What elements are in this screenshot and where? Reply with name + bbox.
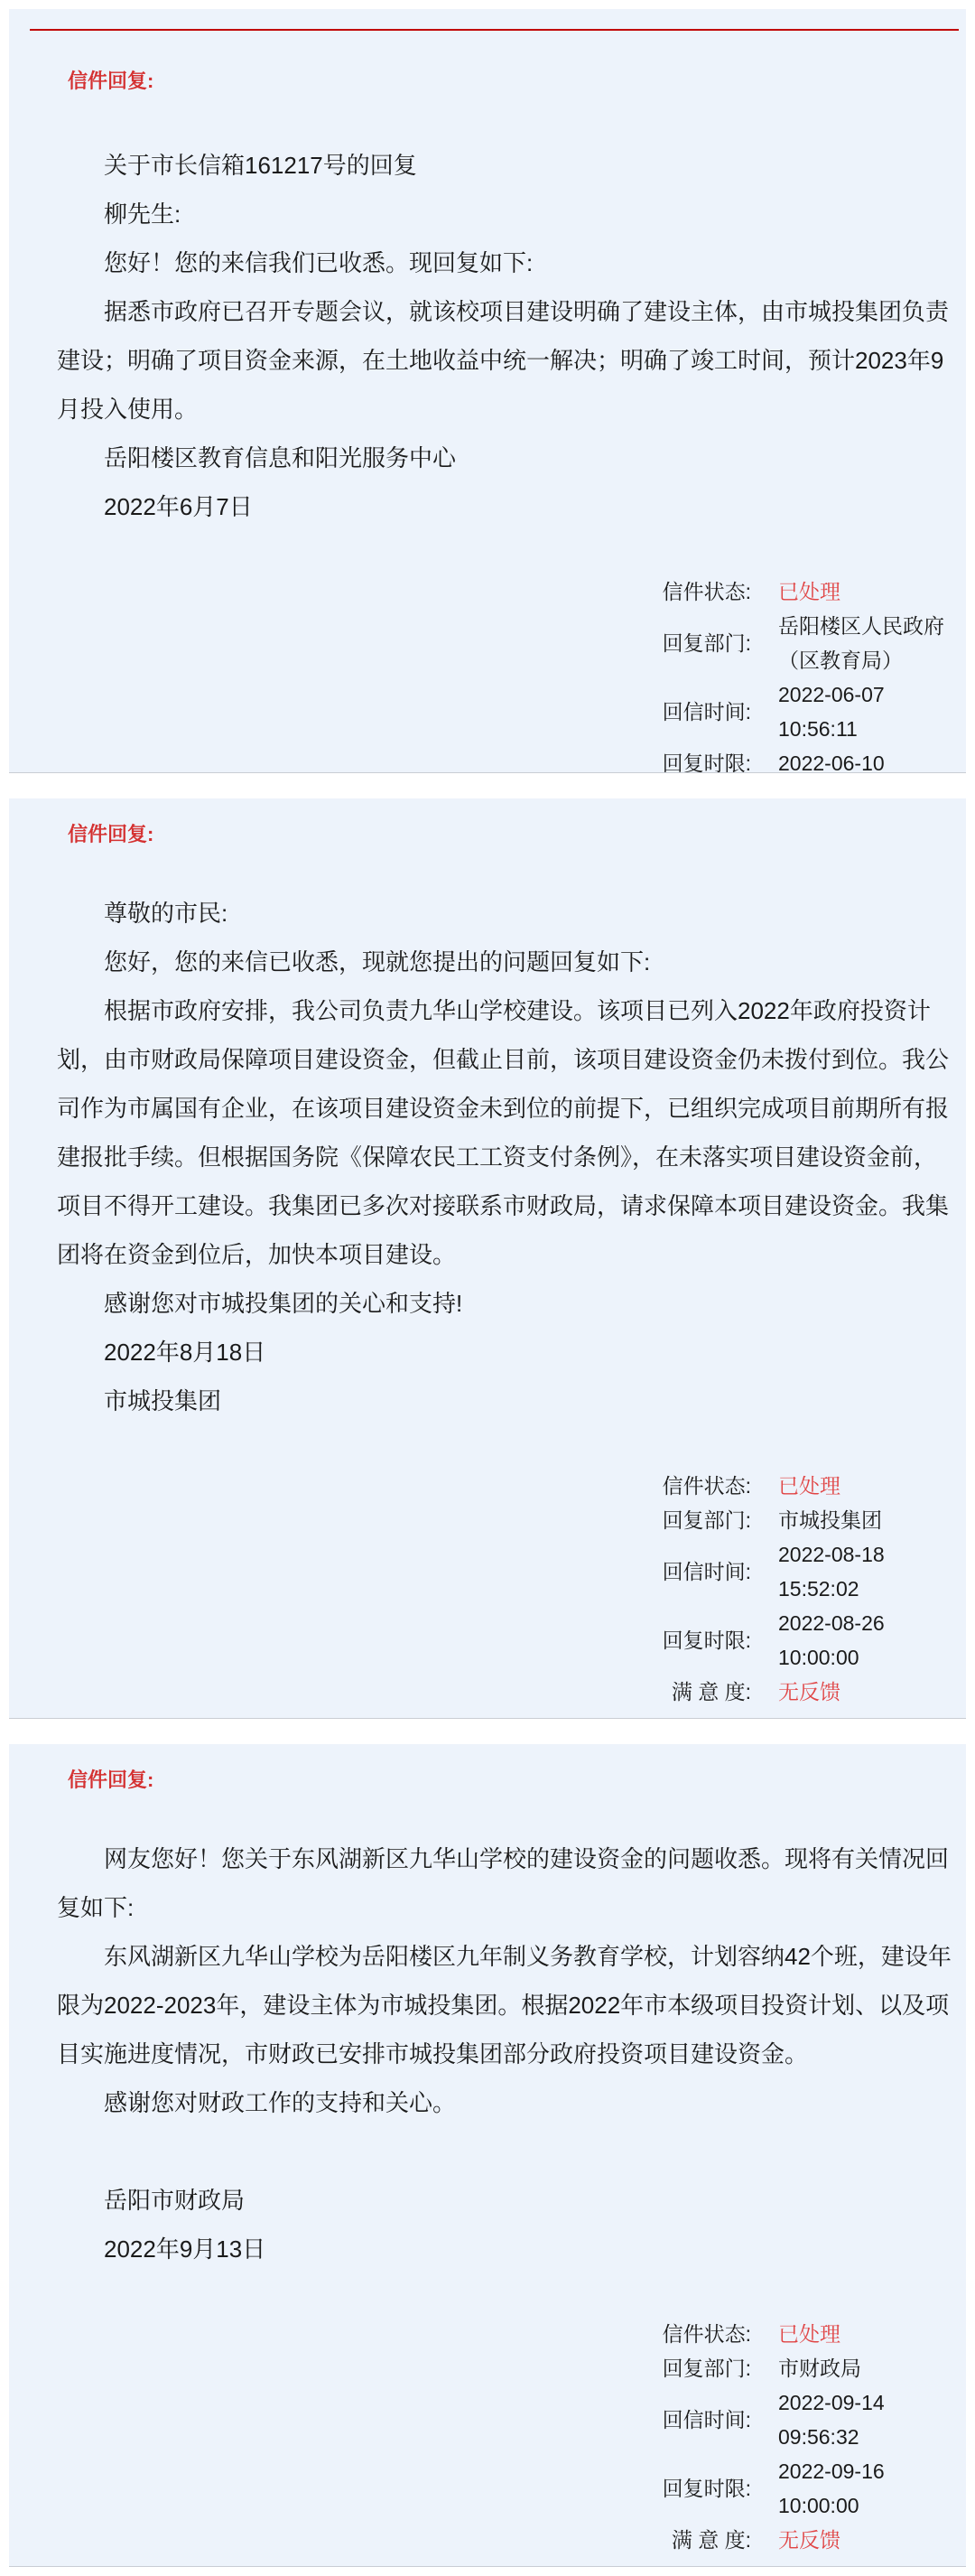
status-label: 信件状态: — [662, 1474, 751, 1498]
status-value-date: 2022-06-07 — [778, 683, 885, 706]
card-heading: 信件回复: — [68, 70, 154, 92]
letter-subject: 关于市长信箱161217号的回复 — [104, 152, 417, 179]
status-row-satisfaction — [650, 2523, 959, 2557]
status-value — [778, 2385, 959, 2454]
status-row-deadline — [650, 1606, 959, 1675]
status-value-time: 09:56:32 — [778, 2425, 859, 2449]
card-heading: 信件回复: — [68, 823, 154, 845]
status-label: 回复部门: — [662, 1508, 751, 1532]
status-label: 满 意 度: — [671, 1680, 751, 1703]
letter-paragraph: 感谢您对市城投集团的关心和支持! — [104, 1290, 463, 1317]
status-value-date: 2022-08-18 — [778, 1543, 885, 1566]
status-value — [778, 1606, 959, 1675]
letter-date: 2022年9月13日 — [104, 2235, 266, 2263]
reply-card-1 — [9, 9, 966, 773]
status-label: 回复部门: — [662, 2357, 751, 2380]
status-block — [57, 2317, 959, 2557]
status-value-date: 2022-09-16 — [778, 2459, 885, 2483]
status-value — [778, 677, 959, 746]
status-value: 市城投集团 — [778, 1508, 882, 1532]
letter-body — [57, 1834, 959, 2273]
status-row-deadline — [650, 2454, 959, 2523]
status-label: 回信时间: — [662, 2408, 751, 2431]
status-value: 无反馈 — [778, 2528, 840, 2552]
status-row-reply-time — [650, 1537, 959, 1606]
status-value — [778, 746, 959, 773]
status-row-state — [650, 574, 959, 609]
status-value-time: 10:56:11 — [778, 717, 858, 741]
letter-paragraph: 网友您好！您关于东风湖新区九华山学校的建设资金的问题收悉。现将有关情况回复如下: — [57, 1845, 950, 1921]
status-label: 回信时间: — [662, 1560, 751, 1583]
card-heading: 信件回复: — [68, 1769, 154, 1791]
letter-body — [57, 889, 959, 1425]
status-value: 无反馈 — [778, 1680, 840, 1703]
top-divider — [30, 29, 959, 31]
status-row-satisfaction — [650, 1675, 959, 1709]
status-label: 回复时限: — [662, 1629, 751, 1652]
status-row-reply-time — [650, 2385, 959, 2454]
status-value-time: 10:00:00 — [778, 2494, 859, 2517]
status-value: 已处理 — [778, 580, 840, 603]
letter-date: 2022年8月18日 — [104, 1339, 266, 1366]
status-row-state — [650, 2317, 959, 2351]
status-value: 岳阳楼区人民政府（区教育局） — [778, 614, 944, 672]
status-value-date: 2022-09-14 — [778, 2391, 885, 2414]
status-value: 已处理 — [778, 2322, 840, 2346]
letter-paragraph: 感谢您对财政工作的支持和关心。 — [104, 2089, 457, 2116]
status-label: 回复时限: — [662, 751, 751, 773]
status-value: 市财政局 — [778, 2357, 861, 2380]
status-label: 回信时间: — [662, 700, 751, 723]
status-value-time: 10:00:00 — [778, 1646, 859, 1669]
letter-salutation: 柳先生: — [104, 201, 181, 228]
status-label: 回复时限: — [662, 2477, 751, 2500]
status-value — [778, 1537, 959, 1606]
status-row-deadline — [650, 746, 959, 773]
status-row-department — [650, 1503, 959, 1537]
status-block — [57, 1469, 959, 1709]
status-value: 已处理 — [778, 1474, 840, 1498]
reply-card-3 — [9, 1744, 966, 2567]
letter-signature: 岳阳市财政局 — [104, 2187, 246, 2214]
status-value — [778, 2454, 959, 2523]
letter-paragraph: 据悉市政府已召开专题会议，就该校项目建设明确了建设主体，由市城投集团负责建设；明确了项目资金来源，在土地收益中统一解决；明确了竣工时间，预计2023年9月投入使用。 — [57, 298, 950, 423]
letter-signature: 市城投集团 — [104, 1387, 222, 1414]
status-label: 回复部门: — [662, 631, 751, 655]
status-block — [57, 574, 959, 773]
status-label: 信件状态: — [662, 2322, 751, 2346]
letter-paragraph: 根据市政府安排，我公司负责九华山学校建设。该项目已列入2022年政府投资计划，由市财政局保障项目建设资金，但截止目前，该项目建设资金仍未拨付到位。我公司作为市属国有企业，在该项目建设资金未到位的前提下，已组织完成项目前期所有报建报批手续。但根据国务院《保障农民工工资支付条例》，在未落实项目建设资金前，项目不得开工建设。我集团已多次对接联系市财政局，请求保障本项目建设资金。我集团将在资金到位后，加快本项目建设。 — [57, 997, 950, 1268]
status-row-department — [650, 609, 959, 677]
status-row-department — [650, 2351, 959, 2385]
letter-salutation: 尊敬的市民: — [104, 900, 228, 927]
reply-card-2 — [9, 798, 966, 1719]
status-value-date: 2022-06-10 — [778, 751, 885, 773]
letter-paragraph: 您好！您的来信我们已收悉。现回复如下: — [104, 249, 534, 276]
status-row-reply-time — [650, 677, 959, 746]
status-value-date: 2022-08-26 — [778, 1611, 885, 1635]
status-row-state — [650, 1469, 959, 1503]
letter-paragraph: 东风湖新区九华山学校为岳阳楼区九年制义务教育学校，计划容纳42个班，建设年限为2022-2023年，建设主体为市城投集团。根据2022年市本级项目投资计划、以及项目实施进度情况，市财政已安排市城投集团部分政府投资项目建设资金。 — [57, 1943, 952, 2067]
letter-date: 2022年6月7日 — [104, 493, 253, 520]
status-value-time: 15:52:02 — [778, 1577, 859, 1601]
letter-body — [57, 141, 959, 531]
letter-paragraph: 您好，您的来信已收悉，现就您提出的问题回复如下: — [104, 948, 651, 975]
status-label: 满 意 度: — [671, 2528, 751, 2552]
letter-signature: 岳阳楼区教育信息和阳光服务中心 — [104, 444, 457, 471]
status-label: 信件状态: — [662, 580, 751, 603]
